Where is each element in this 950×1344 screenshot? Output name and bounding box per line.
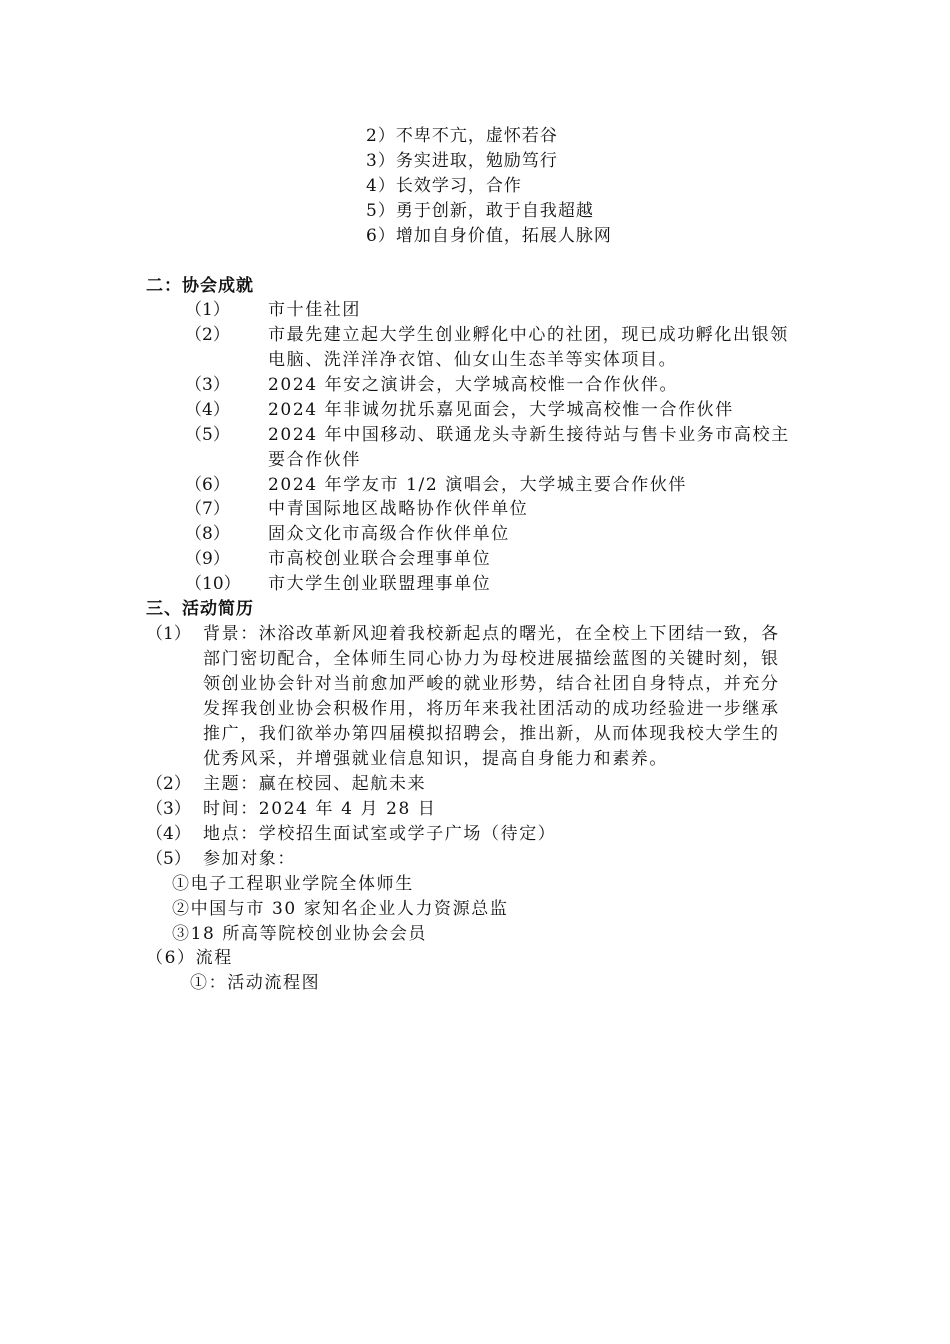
principle-item: 5）勇于创新，敢于自我超越 — [366, 201, 594, 221]
place-text: 地点：学校招生面试室或学子广场（待定） — [203, 824, 557, 844]
list-item: 2024 年中国移动、联通龙头寺新生接待站与售卡业务市高校主 — [268, 425, 790, 445]
list-number: （1） — [185, 300, 230, 320]
principle-item: 2）不卑不亢，虚怀若谷 — [366, 126, 558, 146]
principle-item: 3）务实进取，勉励笃行 — [366, 151, 558, 171]
list-item: 市十佳社团 — [268, 300, 361, 320]
background-line: 优秀风采，并增强就业信息知识，提高自身能力和素养。 — [203, 749, 668, 769]
section-heading-achievements: 二：协会成就 — [146, 276, 254, 296]
background-line: 发挥我创业协会积极作用，将历年来我社团活动的成功经验进一步继承 — [203, 699, 780, 719]
list-item: 2024 年学友市 1/2 演唱会，大学城主要合作伙伴 — [268, 475, 688, 495]
list-number: （10） — [185, 574, 241, 594]
list-number: （1） — [146, 624, 191, 644]
list-item: 市高校创业联合会理事单位 — [268, 549, 492, 569]
participant-item: ②中国与市 30 家知名企业人力资源总监 — [172, 899, 509, 919]
flow-label: （6）流程 — [146, 948, 233, 968]
list-item-continued: 要合作伙伴 — [268, 450, 361, 470]
list-item: 中青国际地区战略协作伙伴单位 — [268, 499, 529, 519]
list-number: （4） — [146, 824, 191, 844]
principle-item: 6）增加自身价值，拓展人脉网 — [366, 226, 612, 246]
list-number: （3） — [146, 799, 191, 819]
list-item-continued: 电脑、洗洋洋净衣馆、仙女山生态羊等实体项目。 — [268, 350, 678, 370]
flow-sub-item: ①：活动流程图 — [190, 973, 321, 993]
list-number: （2） — [185, 325, 230, 345]
participants-label: 参加对象： — [203, 849, 296, 869]
background-line: 领创业协会针对当前愈加严峻的就业形势，结合社团自身特点，并充分 — [203, 674, 780, 694]
list-item: 2024 年安之演讲会，大学城高校惟一合作伙伴。 — [268, 375, 679, 395]
list-number: （6） — [185, 475, 230, 495]
theme-text: 主题：赢在校园、起航未来 — [203, 774, 427, 794]
background-line: 背景：沐浴改革新风迎着我校新起点的曙光，在全校上下团结一致，各 — [203, 624, 780, 644]
list-number: （5） — [185, 425, 230, 445]
participant-item: ③18 所高等院校创业协会会员 — [172, 924, 428, 944]
list-number: （7） — [185, 499, 230, 519]
list-number: （5） — [146, 849, 191, 869]
list-number: （3） — [185, 375, 230, 395]
section-heading-activity: 三、活动简历 — [146, 599, 254, 619]
list-number: （9） — [185, 549, 230, 569]
list-item: 市最先建立起大学生创业孵化中心的社团，现已成功孵化出银领 — [268, 325, 789, 345]
list-number: （4） — [185, 400, 230, 420]
background-line: 推广，我们欲举办第四届模拟招聘会，推出新，从而体现我校大学生的 — [203, 724, 780, 744]
list-item: 市大学生创业联盟理事单位 — [268, 574, 492, 594]
list-item: 固众文化市高级合作伙伴单位 — [268, 524, 510, 544]
background-line: 部门密切配合，全体师生同心协力为母校进展描绘蓝图的关键时刻，银 — [203, 649, 780, 669]
list-number: （2） — [146, 774, 191, 794]
participant-item: ①电子工程职业学院全体师生 — [172, 874, 414, 894]
list-item: 2024 年非诚勿扰乐嘉见面会，大学城高校惟一合作伙伴 — [268, 400, 734, 420]
list-number: （8） — [185, 524, 230, 544]
time-text: 时间：2024 年 4 月 28 日 — [203, 799, 437, 819]
principle-item: 4）长效学习，合作 — [366, 176, 522, 196]
